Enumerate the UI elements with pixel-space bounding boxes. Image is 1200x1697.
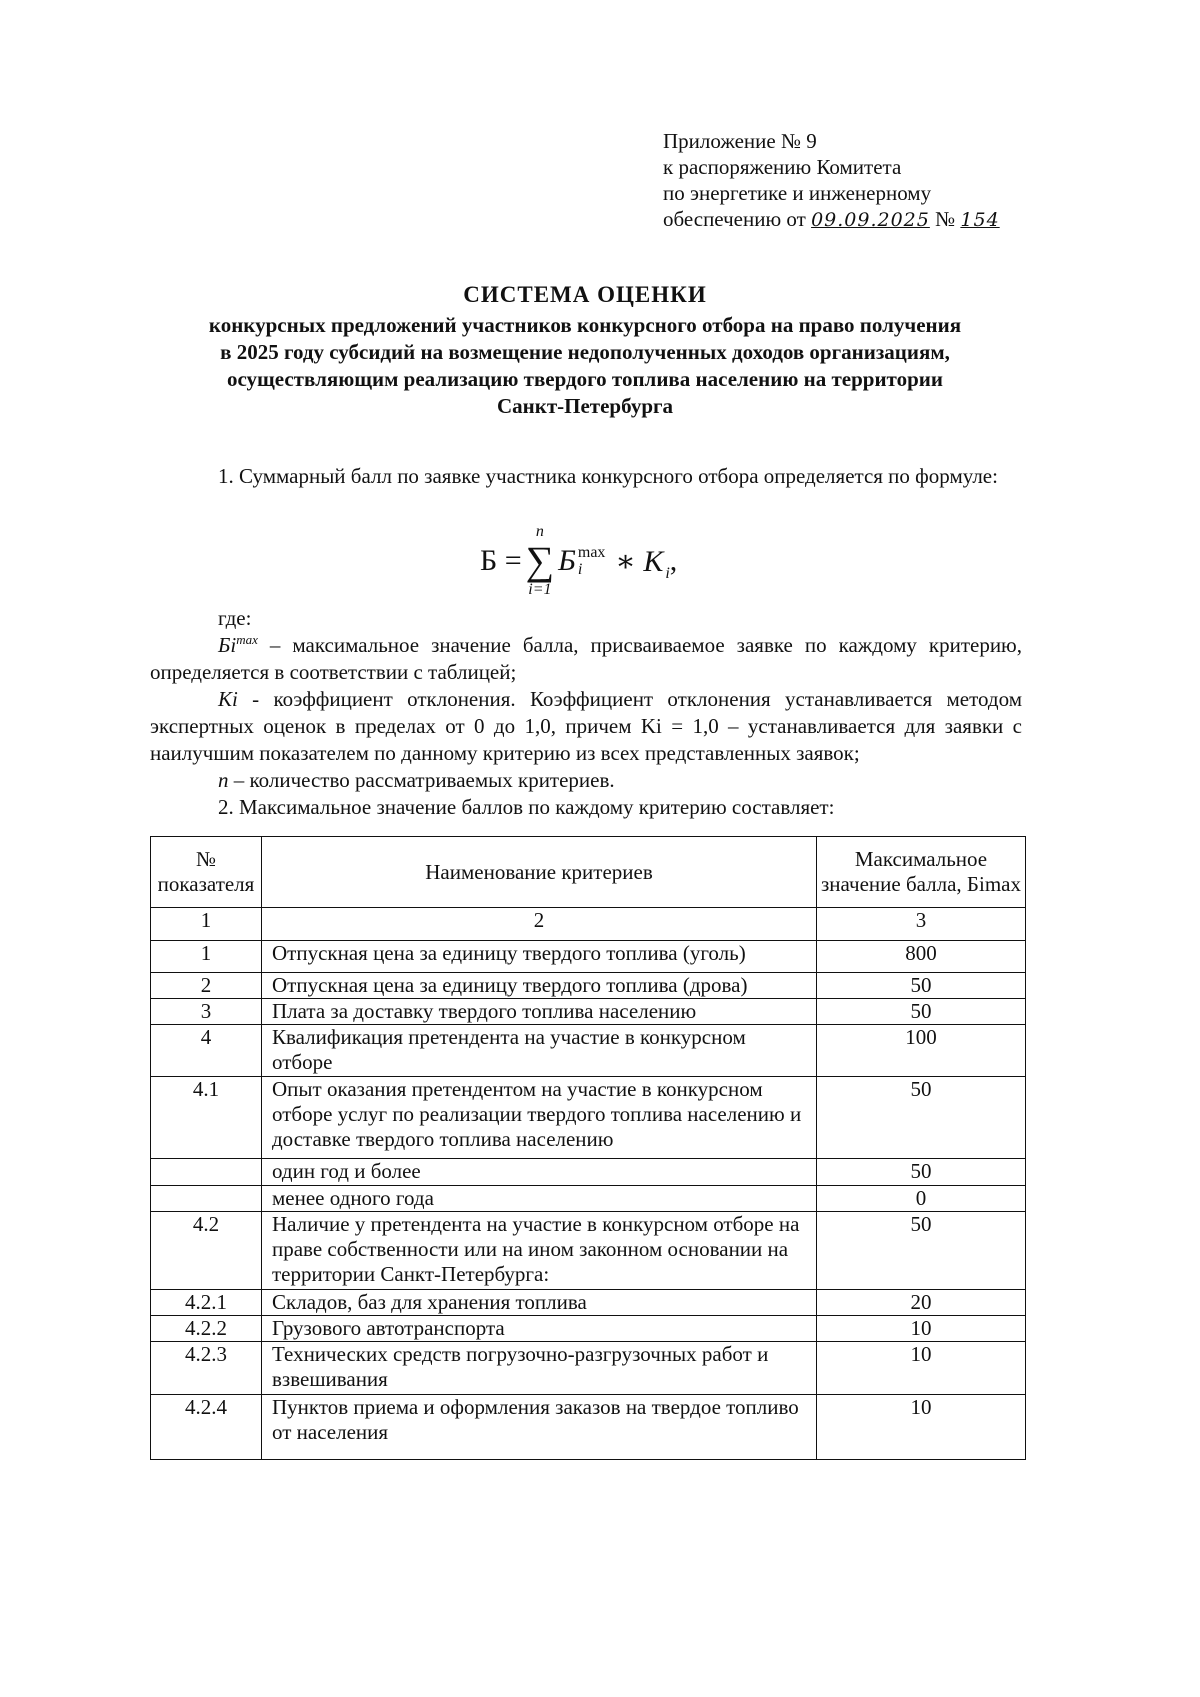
table-row <box>151 1025 1026 1077</box>
formula-sup: max <box>577 544 606 561</box>
formula-sub: i <box>577 561 583 578</box>
table-cell: 1 <box>151 908 262 941</box>
table-row <box>151 973 1026 999</box>
number-label: № <box>935 207 956 231</box>
handwritten-number: 154 <box>960 209 1000 231</box>
max-score: 50 <box>817 999 1026 1025</box>
score-formula <box>480 522 677 600</box>
criteria-table <box>150 836 1026 1460</box>
row-number: 4.2.2 <box>151 1316 262 1342</box>
where-label: где: <box>218 606 252 630</box>
row-number: 4 <box>151 1025 262 1077</box>
appendix-header <box>663 128 1000 233</box>
summation <box>526 523 555 599</box>
criterion-name: менее одного года <box>262 1186 817 1212</box>
numbering-row <box>151 908 1026 941</box>
max-score: 100 <box>817 1025 1026 1077</box>
table-cell: 2 <box>262 908 817 941</box>
definition-text: – максимальное значение балла, присваиваемое заявке по каждому критерию, определяется в соответствии с таблицей; <box>150 633 1022 684</box>
table-row <box>151 1395 1026 1460</box>
term-indices <box>578 544 606 578</box>
symbol: n <box>218 768 229 792</box>
criterion-name: Грузового автотранспорта <box>262 1316 817 1342</box>
criterion-name: Квалификация претендента на участие в конкурсном отборе <box>262 1025 817 1077</box>
definition-text: - коэффициент отклонения. Коэффициент отклонения устанавливается методом экспертных оценок в пределах от 0 до 1,0, причем Ki = 1,0 – устанавливается для заявки с наилучшим показателем по данному критерию из всех представленных заявок; <box>150 687 1022 765</box>
max-score: 10 <box>817 1342 1026 1395</box>
header-prefix: обеспечению от <box>663 207 806 231</box>
row-number: 4.2.3 <box>151 1342 262 1395</box>
row-number: 4.1 <box>151 1077 262 1159</box>
subtitle-line: конкурсных предложений участников конкурсного отбора на право получения <box>208 313 962 337</box>
max-score: 50 <box>817 973 1026 999</box>
page-title: СИСТЕМА ОЦЕНКИ <box>463 282 707 307</box>
paragraph-1: 1. Суммарный балл по заявке участника конкурсного отбора определяется по формуле: <box>218 464 998 488</box>
subtitle-line: Санкт-Петербурга <box>496 394 674 418</box>
table-cell: 3 <box>817 908 1026 941</box>
header-max: Максимальное значение балла, Бimax <box>817 837 1026 908</box>
table-header-row <box>151 837 1026 908</box>
formula-mult: ∗ K <box>615 544 664 578</box>
page-subtitle <box>150 312 1020 420</box>
max-score: 50 <box>817 1212 1026 1290</box>
definition-n <box>150 767 1022 794</box>
sum-symbol: ∑ <box>525 538 555 583</box>
table-row <box>151 941 1026 973</box>
sum-lower: i=1 <box>528 581 552 598</box>
handwritten-date: 09.09.2025 <box>811 209 930 231</box>
table-row <box>151 1077 1026 1159</box>
max-score: 800 <box>817 941 1026 973</box>
criterion-name: Наличие у претендента на участие в конкурсном отборе на праве собственности или на ином законном основании на территории Санкт-Петербурга: <box>262 1212 817 1290</box>
table-row <box>151 1186 1026 1212</box>
row-number: 1 <box>151 941 262 973</box>
row-number: 3 <box>151 999 262 1025</box>
paragraph-2: 2. Максимальное значение баллов по каждому критерию составляет: <box>218 795 835 819</box>
row-number <box>151 1159 262 1186</box>
table-row <box>151 1212 1026 1290</box>
symbol: Бi <box>218 633 237 657</box>
formula-sub2: i <box>665 565 670 582</box>
table-row <box>151 1342 1026 1395</box>
row-number: 4.2 <box>151 1212 262 1290</box>
header-line <box>663 206 1000 233</box>
row-number: 2 <box>151 973 262 999</box>
max-score: 50 <box>817 1159 1026 1186</box>
criterion-name: Опыт оказания претендентом на участие в конкурсном отборе услуг по реализации твердого топлива населению и доставке твердого топлива населению <box>262 1077 817 1159</box>
table-row <box>151 1316 1026 1342</box>
symbol-sup: max <box>236 632 258 647</box>
max-score: 0 <box>817 1186 1026 1212</box>
max-score: 10 <box>817 1316 1026 1342</box>
sum-upper: n <box>535 523 544 540</box>
criterion-name: один год и более <box>262 1159 817 1186</box>
max-score: 50 <box>817 1077 1026 1159</box>
table-row <box>151 999 1026 1025</box>
criterion-name: Пунктов приема и оформления заказов на твердое топливо от населения <box>262 1395 817 1460</box>
row-number: 4.2.4 <box>151 1395 262 1460</box>
header-number: № показателя <box>151 837 262 908</box>
header-line: к распоряжению Комитета <box>663 155 902 179</box>
definition-b <box>150 632 1022 686</box>
definition-text: – количество рассматриваемых критериев. <box>228 768 615 792</box>
table-row <box>151 1159 1026 1186</box>
row-number <box>151 1186 262 1212</box>
header-line: Приложение № 9 <box>663 129 817 153</box>
definition-k <box>150 686 1022 767</box>
criterion-name: Отпускная цена за единицу твердого топлива (уголь) <box>262 941 817 973</box>
subtitle-line: осуществляющим реализацию твердого топлива населению на территории <box>227 367 943 391</box>
max-score: 10 <box>817 1395 1026 1460</box>
table-row <box>151 1290 1026 1316</box>
header-name: Наименование критериев <box>262 837 817 908</box>
criterion-name: Отпускная цена за единицу твердого топлива (дрова) <box>262 973 817 999</box>
subtitle-line: в 2025 году субсидий на возмещение недополученных доходов организациям, <box>220 340 950 364</box>
max-score: 20 <box>817 1290 1026 1316</box>
row-number: 4.2.1 <box>151 1290 262 1316</box>
criterion-name: Складов, баз для хранения топлива <box>262 1290 817 1316</box>
formula-comma: , <box>669 544 678 577</box>
criterion-name: Технических средств погрузочно-разгрузочных работ и взвешивания <box>262 1342 817 1395</box>
formula-lhs: Б = <box>480 544 522 577</box>
formula-term: Б <box>558 544 576 577</box>
symbol: Ki <box>218 687 238 711</box>
header-line: по энергетике и инженерному <box>663 181 932 205</box>
criterion-name: Плата за доставку твердого топлива населению <box>262 999 817 1025</box>
